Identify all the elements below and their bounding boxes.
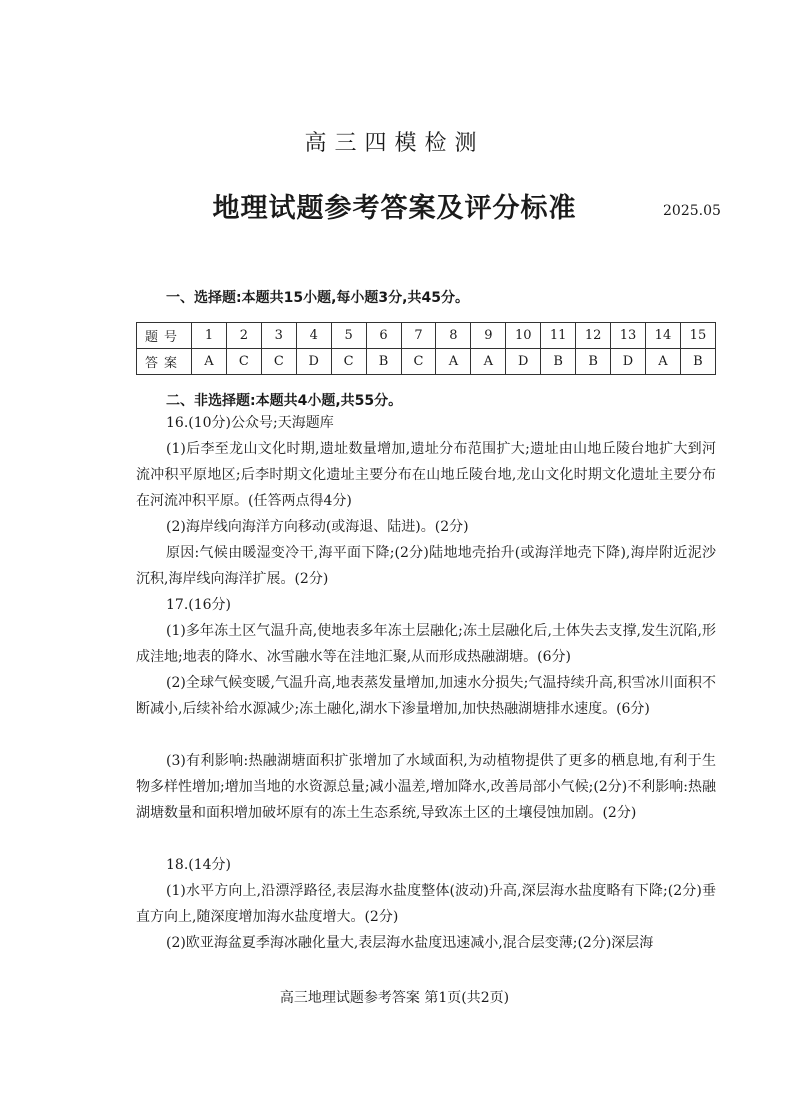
document-date: 2025.05 (663, 203, 721, 219)
q16-answer-3: 原因:气候由暖湿变冷干,海平面下降;(2分)陆地地壳抬升(或海洋地壳下降),海岸附近泥沙沉积,海岸线向海洋扩展。(2分) (136, 545, 716, 587)
section2-heading: 二、非选择题:本题共4小题,共55分。 (166, 393, 403, 409)
question-number: 14 (645, 323, 680, 349)
answer-table (136, 322, 716, 375)
answer-cell: D (506, 349, 541, 375)
question-number: 15 (680, 323, 715, 349)
question-number: 8 (436, 323, 471, 349)
answer-cell: C (401, 349, 436, 375)
answer-cell: A (436, 349, 471, 375)
q16-heading: 16.(10分)公众号;天海题库 (166, 415, 334, 431)
answer-cell: D (296, 349, 331, 375)
q16-answer-2: (2)海岸线向海洋方向移动(或海退、陆进)。(2分) (166, 519, 469, 535)
q17-answer-1: (1)多年冻土区气温升高,使地表多年冻土层融化;冻土层融化后,土体失去支撑,发生沉陷,形成洼地;地表的降水、冰雪融水等在洼地汇聚,从而形成热融湖塘。(6分) (136, 623, 716, 665)
exam-title: 高三四模检测 (304, 131, 485, 156)
page-footer: 高三地理试题参考答案 第1页(共2页) (279, 990, 510, 1006)
question-number: 5 (331, 323, 366, 349)
answer-cell: A (192, 349, 227, 375)
q18-answer-1: (1)水平方向上,沿漂浮路径,表层海水盐度整体(波动)升高,深层海水盐度略有下降;(2分)垂直方向上,随深度增加海水盐度增大。(2分) (136, 883, 716, 925)
q16-answer-1: (1)后李至龙山文化时期,遗址数量增加,遗址分布范围扩大;遗址由山地丘陵台地扩大到河流冲积平原地区;后李时期文化遗址主要分布在山地丘陵台地,龙山文化时期文化遗址主要分布在河流冲积平原。(任答两点得4分) (136, 441, 716, 509)
answer-cell: C (226, 349, 261, 375)
q17-answer-3: (3)有利影响:热融湖塘面积扩张增加了水域面积,为动植物提供了更多的栖息地,有利于生物多样性增加;增加当地的水资源总量;减小温差,增加降水,改善局部小气候;(2分)不利影响:热融湖塘数量和面积增加破坏原有的冻土生态系统,导致冻土区的土壤侵蚀加剧。(2分) (136, 753, 716, 821)
question-number: 10 (506, 323, 541, 349)
row-label-question: 题号 (137, 323, 192, 349)
answer-cell: D (611, 349, 646, 375)
question-number: 1 (192, 323, 227, 349)
q17-heading: 17.(16分) (166, 597, 232, 613)
question-number: 13 (611, 323, 646, 349)
answer-cell: B (541, 349, 576, 375)
question-number: 7 (401, 323, 436, 349)
answer-cell: A (645, 349, 680, 375)
document-title: 地理试题参考答案及评分标准 (212, 193, 577, 224)
question-number: 12 (576, 323, 611, 349)
question-number: 11 (541, 323, 576, 349)
answer-cell: A (471, 349, 506, 375)
question-number: 6 (366, 323, 401, 349)
question-number: 3 (261, 323, 296, 349)
question-number-row (137, 323, 716, 349)
answer-cell: C (261, 349, 296, 375)
question-number: 2 (226, 323, 261, 349)
question-number: 9 (471, 323, 506, 349)
q17-answer-2: (2)全球气候变暖,气温升高,地表蒸发量增加,加速水分损失;气温持续升高,积雪冰川面积不断减小,后续补给水源减少;冻土融化,湖水下渗量增加,加快热融湖塘排水速度。(6分) (136, 675, 716, 717)
answer-cell: B (366, 349, 401, 375)
row-label-answer: 答案 (137, 349, 192, 375)
q18-answer-2: (2)欧亚海盆夏季海冰融化量大,表层海水盐度迅速减小,混合层变薄;(2分)深层海 (166, 935, 654, 951)
answer-row (137, 349, 716, 375)
section1-heading: 一、选择题:本题共15小题,每小题3分,共45分。 (166, 290, 469, 306)
answer-cell: B (576, 349, 611, 375)
q18-heading: 18.(14分) (166, 857, 232, 873)
answer-cell: C (331, 349, 366, 375)
answer-cell: B (680, 349, 715, 375)
question-number: 4 (296, 323, 331, 349)
